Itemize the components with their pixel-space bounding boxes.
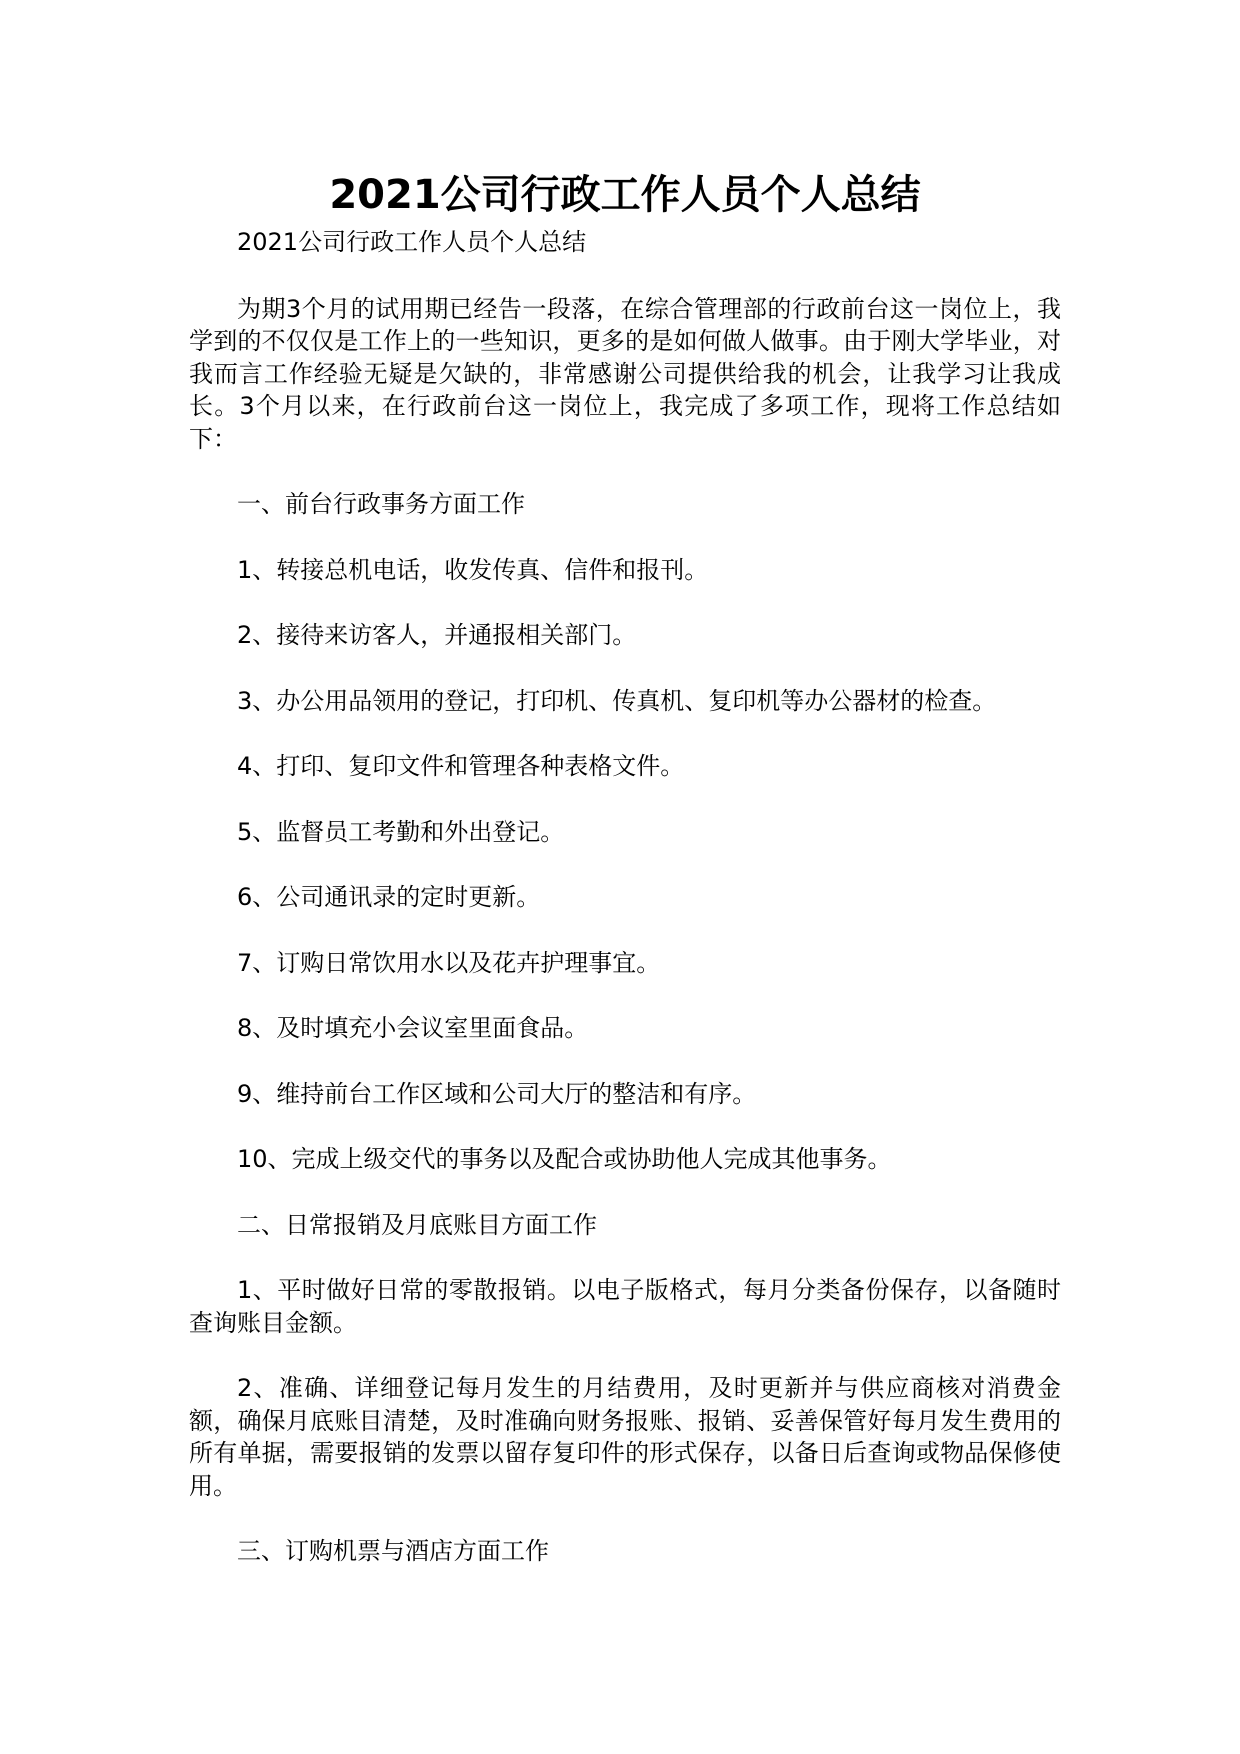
list-item: 2、准确、详细登记每月发生的月结费用，及时更新并与供应商核对消费金额，确保月底账目清楚，及时准确向财务报账、报销、妥善保管好每月发生费用的所有单据，需要报销的发票以留存复印件的形式保存，以备日后查询或物品保修使用。	[189, 1374, 1061, 1500]
section-heading-2: 二、日常报销及月底账目方面工作	[237, 1210, 597, 1239]
section-heading-1: 一、前台行政事务方面工作	[237, 490, 525, 518]
document-title: 2021公司行政工作人员个人总结	[329, 172, 921, 218]
list-item: 5、监督员工考勤和外出登记。	[237, 817, 565, 846]
list-item: 8、及时填充小会议室里面食品。	[237, 1014, 589, 1042]
intro-paragraph: 为期3个月的试用期已经告一段落，在综合管理部的行政前台这一岗位上，我学到的不仅仅是工作上的一些知识，更多的是如何做人做事。由于刚大学毕业，对我而言工作经验无疑是欠缺的，非常感谢公司提供给我的机会，让我学习让我成长。3个月以来，在行政前台这一岗位上，我完成了多项工作，现将工作总结如下：	[189, 294, 1061, 453]
list-item: 3、办公用品领用的登记，打印机、传真机、复印机等办公器材的检查。	[237, 686, 997, 715]
list-item: 1、平时做好日常的零散报销。以电子版格式，每月分类备份保存，以备随时查询账目金额。	[189, 1276, 1061, 1337]
list-item: 4、打印、复印文件和管理各种表格文件。	[237, 752, 685, 780]
subtitle-paragraph: 2021公司行政工作人员个人总结	[237, 228, 587, 256]
list-item: 2、接待来访客人，并通报相关部门。	[237, 621, 637, 649]
list-item: 1、转接总机电话，收发传真、信件和报刊。	[237, 555, 709, 584]
section-heading-3: 三、订购机票与酒店方面工作	[237, 1537, 549, 1565]
list-item: 10、完成上级交代的事务以及配合或协助他人完成其他事务。	[237, 1145, 892, 1173]
list-item: 6、公司通讯录的定时更新。	[237, 883, 541, 911]
document-page	[189, 168, 1061, 1601]
list-item: 9、维持前台工作区域和公司大厅的整洁和有序。	[237, 1079, 757, 1108]
list-item: 7、订购日常饮用水以及花卉护理事宜。	[237, 948, 661, 977]
